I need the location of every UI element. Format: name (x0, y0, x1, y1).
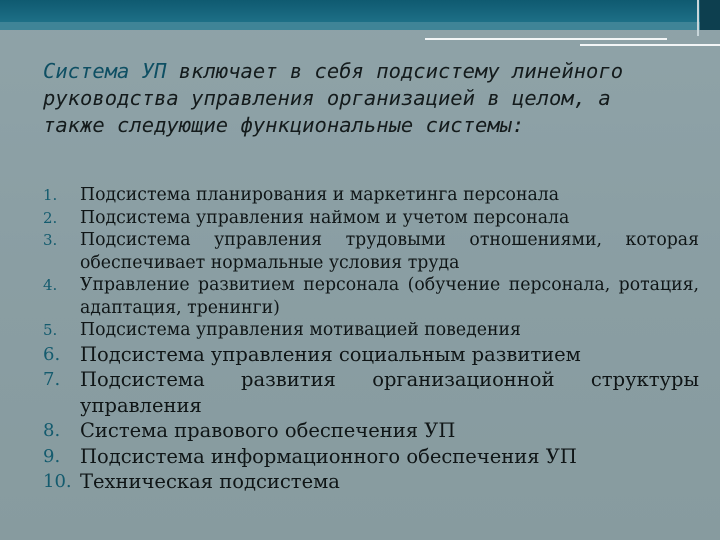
intro-paragraph (43, 58, 683, 139)
header-band (0, 0, 700, 22)
list-item-text: Подсистема планирования и маркетинга персонала (80, 185, 560, 205)
list-item-text: Управление развитием персонала (обучение персонала, ротация, адаптация, тренинги) (80, 275, 699, 318)
list-item (43, 367, 699, 418)
list-item-text: Подсистема управления социальным развитием (80, 342, 581, 366)
corner-divider (697, 0, 699, 36)
list-item-number: 2. (43, 208, 58, 227)
list-item-number: 9. (43, 445, 61, 467)
list-item-text: Техническая подсистема (80, 470, 340, 493)
list-item-text: Подсистема управления трудовыми отношениями, которая обеспечивает нормальные условия труда (80, 230, 699, 273)
list-item-number: 1. (43, 186, 58, 204)
list-item-text: Подсистема управления наймом и учетом персонала (80, 207, 570, 228)
list-item-number: 8. (43, 420, 61, 441)
list-item-text: Подсистема развития организационной структуры управления (80, 368, 699, 417)
list-item-number: 6. (43, 343, 61, 365)
header-band-lower (0, 22, 700, 30)
list-item (43, 319, 699, 342)
intro-text: включает в себя подсистему линейного руководства управления организацией в целом, а также следующие функциональные системы: (43, 59, 624, 137)
decorative-rule-top (425, 38, 667, 40)
corner-accent (700, 0, 720, 30)
list-item-number: 7. (43, 369, 61, 390)
list-item-number: 3. (43, 231, 58, 249)
list-item-text: Подсистема информационного обеспечения УП (80, 444, 577, 468)
list-item-text: Подсистема управления мотивацией поведения (80, 320, 521, 340)
list-item-number: 10. (43, 471, 72, 492)
subsystem-list (43, 184, 699, 495)
list-item (43, 274, 699, 319)
list-item (43, 469, 699, 495)
list-item (43, 207, 699, 230)
list-item (43, 418, 699, 444)
list-item (43, 342, 699, 368)
list-item-number: 4. (43, 276, 58, 294)
list-item (43, 229, 699, 274)
intro-accent: Система УП (43, 59, 167, 83)
list-item (43, 444, 699, 470)
list-item (43, 184, 699, 207)
list-item-text: Система правового обеспечения УП (80, 419, 456, 442)
decorative-rule-bottom (580, 44, 720, 46)
list-item-number: 5. (43, 321, 58, 339)
